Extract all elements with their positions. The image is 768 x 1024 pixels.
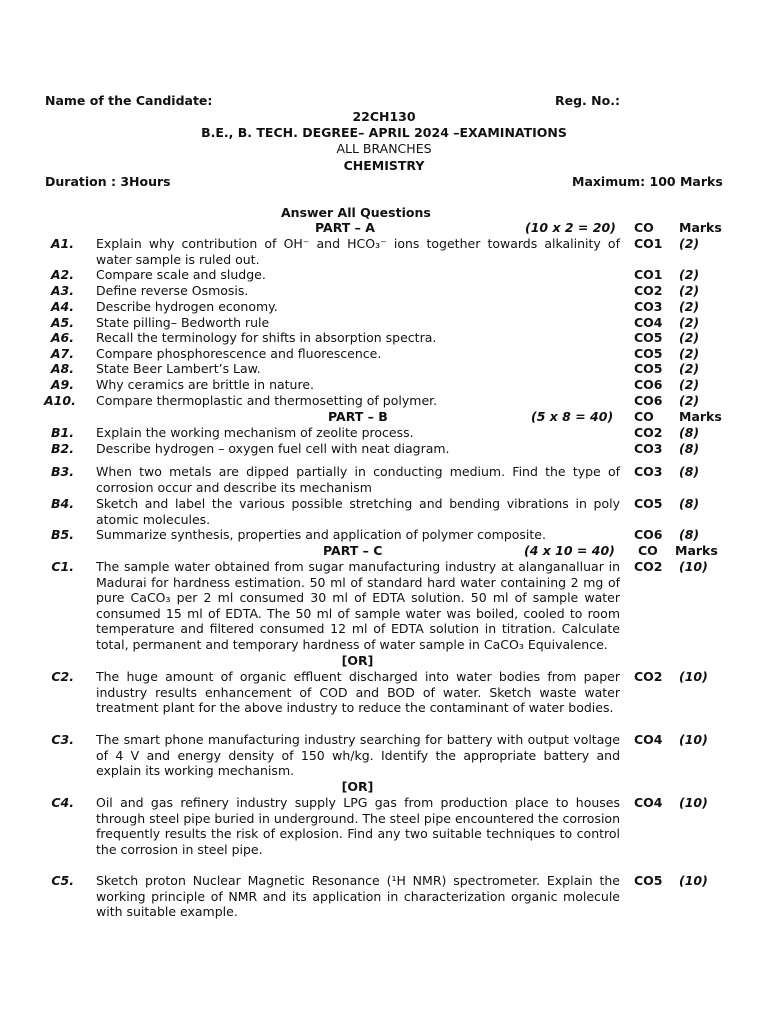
question-co: CO5: [634, 873, 663, 888]
question-co: CO5: [634, 346, 663, 361]
question-text: Sketch proton Nuclear Magnetic Resonance (¹H NMR) spectrometer. Explain the working principle of NMR and its application in characterization organic molecule with suitable example.: [96, 873, 620, 920]
part-a-scheme: (10 x 2 = 20): [525, 220, 616, 235]
question-number: A8.: [50, 361, 74, 376]
question-number: A3.: [50, 283, 74, 298]
question-co: CO2: [634, 669, 663, 684]
question-text: The smart phone manufacturing industry searching for battery with output voltage of 4 V and energy density of 150 wh/kg. Identify the appropriate battery and explain its working mechanism.: [96, 732, 620, 779]
part-b-scheme: (5 x 8 = 40): [531, 409, 614, 424]
question-text: Recall the terminology for shifts in absorption spectra.: [96, 330, 437, 345]
question-text: State Beer Lambert’s Law.: [96, 361, 261, 376]
maximum-marks: Maximum: 100 Marks: [572, 174, 723, 189]
question-text: State pilling– Bedworth rule: [96, 315, 270, 330]
question-text: Summarize synthesis, properties and application of polymer composite.: [96, 527, 546, 542]
question-marks: (10): [679, 559, 708, 574]
part-b-marks-head: Marks: [679, 409, 722, 424]
question-co: CO4: [634, 795, 663, 810]
part-c-title: PART – C: [323, 543, 383, 558]
question-number: A6.: [50, 330, 74, 345]
question-marks: (2): [679, 315, 700, 330]
question-marks: (8): [679, 441, 700, 456]
part-c-scheme: (4 x 10 = 40): [524, 543, 615, 558]
question-text: Compare scale and sludge.: [96, 267, 266, 282]
question-marks: (2): [679, 283, 700, 298]
part-b-co-head: CO: [634, 409, 654, 424]
question-co: CO1: [634, 267, 663, 282]
question-marks: (2): [679, 346, 700, 361]
degree-title: B.E., B. TECH. DEGREE– APRIL 2024 –EXAMINATIONS: [201, 125, 567, 140]
question-co: CO2: [634, 283, 663, 298]
question-co: CO1: [634, 236, 663, 251]
question-text: Compare phosphorescence and fluorescence.: [96, 346, 382, 361]
instruction: Answer All Questions: [281, 205, 431, 220]
reg-no-label: Reg. No.:: [555, 93, 620, 108]
question-marks: (2): [679, 377, 700, 392]
question-marks: (10): [679, 732, 708, 747]
question-text: The sample water obtained from sugar manufacturing industry at alanganalluar in Madurai for hardness estimation. 50 ml of standard hard water containing 2 mg of pure CaCO₃ per 2 ml consumed 30 ml of EDTA solution. 50 ml of sample water consumed 15 ml of EDTA. The 50 ml of sample water was boiled, cooled to room temperature and filtered consumed 12 ml of EDTA solution in titration. Calculate total, permanent and temporary hardness of water sample in CaCO₃ Equivalence.: [96, 559, 620, 652]
part-a-title: PART – A: [315, 220, 375, 235]
question-marks: (2): [679, 393, 700, 408]
question-text: Describe hydrogen economy.: [96, 299, 278, 314]
question-marks: (10): [679, 795, 708, 810]
question-co: CO2: [634, 425, 663, 440]
question-marks: (2): [679, 267, 700, 282]
question-co: CO6: [634, 393, 663, 408]
course-code: 22CH130: [352, 109, 416, 124]
question-co: CO4: [634, 732, 663, 747]
branches: ALL BRANCHES: [336, 141, 432, 156]
question-number: B1.: [51, 425, 74, 440]
question-marks: (8): [679, 527, 700, 542]
question-number: C1.: [51, 559, 74, 574]
question-number: B2.: [51, 441, 74, 456]
question-number: A4.: [50, 299, 74, 314]
question-text: When two metals are dipped partially in conducting medium. Find the type of corrosion occur and describe its mechanism: [96, 464, 620, 495]
part-a-marks-head: Marks: [679, 220, 722, 235]
question-number: C3.: [51, 732, 74, 747]
question-number: B5.: [51, 527, 74, 542]
question-co: CO6: [634, 527, 663, 542]
duration: Duration : 3Hours: [45, 174, 171, 189]
question-number: C5.: [51, 873, 74, 888]
question-marks: (2): [679, 299, 700, 314]
or-separator: [OR]: [341, 653, 374, 668]
question-marks: (2): [679, 330, 700, 345]
part-a-co-head: CO: [634, 220, 654, 235]
question-text: Define reverse Osmosis.: [96, 283, 249, 298]
question-co: CO3: [634, 464, 663, 479]
question-number: C4.: [51, 795, 74, 810]
question-text: Describe hydrogen – oxygen fuel cell with neat diagram.: [96, 441, 450, 456]
question-text: Explain why contribution of OH⁻ and HCO₃⁻ ions together towards alkalinity of water sample is ruled out.: [96, 236, 620, 267]
part-b-title: PART – B: [328, 409, 388, 424]
question-co: CO6: [634, 377, 663, 392]
question-number: A10.: [44, 393, 76, 408]
part-c-co-head: CO: [638, 543, 658, 558]
question-number: B4.: [51, 496, 74, 511]
question-marks: (2): [679, 236, 700, 251]
question-marks: (10): [679, 873, 708, 888]
question-text: Compare thermoplastic and thermosetting of polymer.: [96, 393, 438, 408]
duration-row: [45, 174, 725, 190]
question-co: CO3: [634, 299, 663, 314]
subject-title: CHEMISTRY: [343, 158, 425, 173]
question-co: CO3: [634, 441, 663, 456]
question-text: Sketch and label the various possible stretching and bending vibrations in poly atomic molecules.: [96, 496, 620, 527]
question-number: C2.: [51, 669, 74, 684]
or-separator: [OR]: [341, 779, 374, 794]
question-co: CO2: [634, 559, 663, 574]
part-c-marks-head: Marks: [675, 543, 718, 558]
question-co: CO5: [634, 361, 663, 376]
candidate-name-label: Name of the Candidate:: [45, 93, 213, 108]
question-marks: (2): [679, 361, 700, 376]
question-number: A1.: [50, 236, 74, 251]
question-number: A2.: [50, 267, 74, 282]
question-co: CO4: [634, 315, 663, 330]
question-co: CO5: [634, 330, 663, 345]
question-co: CO5: [634, 496, 663, 511]
question-number: A9.: [50, 377, 74, 392]
question-text: The huge amount of organic effluent discharged into water bodies from paper industry results enhancement of COD and BOD of water. Sketch waste water treatment plant for the above industry to reduce the contaminant of water bodies.: [96, 669, 620, 716]
question-number: B3.: [51, 464, 74, 479]
question-number: A5.: [50, 315, 74, 330]
question-text: Why ceramics are brittle in nature.: [96, 377, 314, 392]
question-text: Oil and gas refinery industry supply LPG gas from production place to houses through steel pipe buried in underground. The steel pipe encountered the corrosion frequently results the risk of explosion. Find any two suitable techniques to control the corrosion in steel pipe.: [96, 795, 620, 857]
question-marks: (10): [679, 669, 708, 684]
candidate-row: [45, 93, 725, 109]
question-marks: (8): [679, 496, 700, 511]
question-text: Explain the working mechanism of zeolite process.: [96, 425, 414, 440]
question-marks: (8): [679, 425, 700, 440]
question-marks: (8): [679, 464, 700, 479]
question-number: A7.: [50, 346, 74, 361]
